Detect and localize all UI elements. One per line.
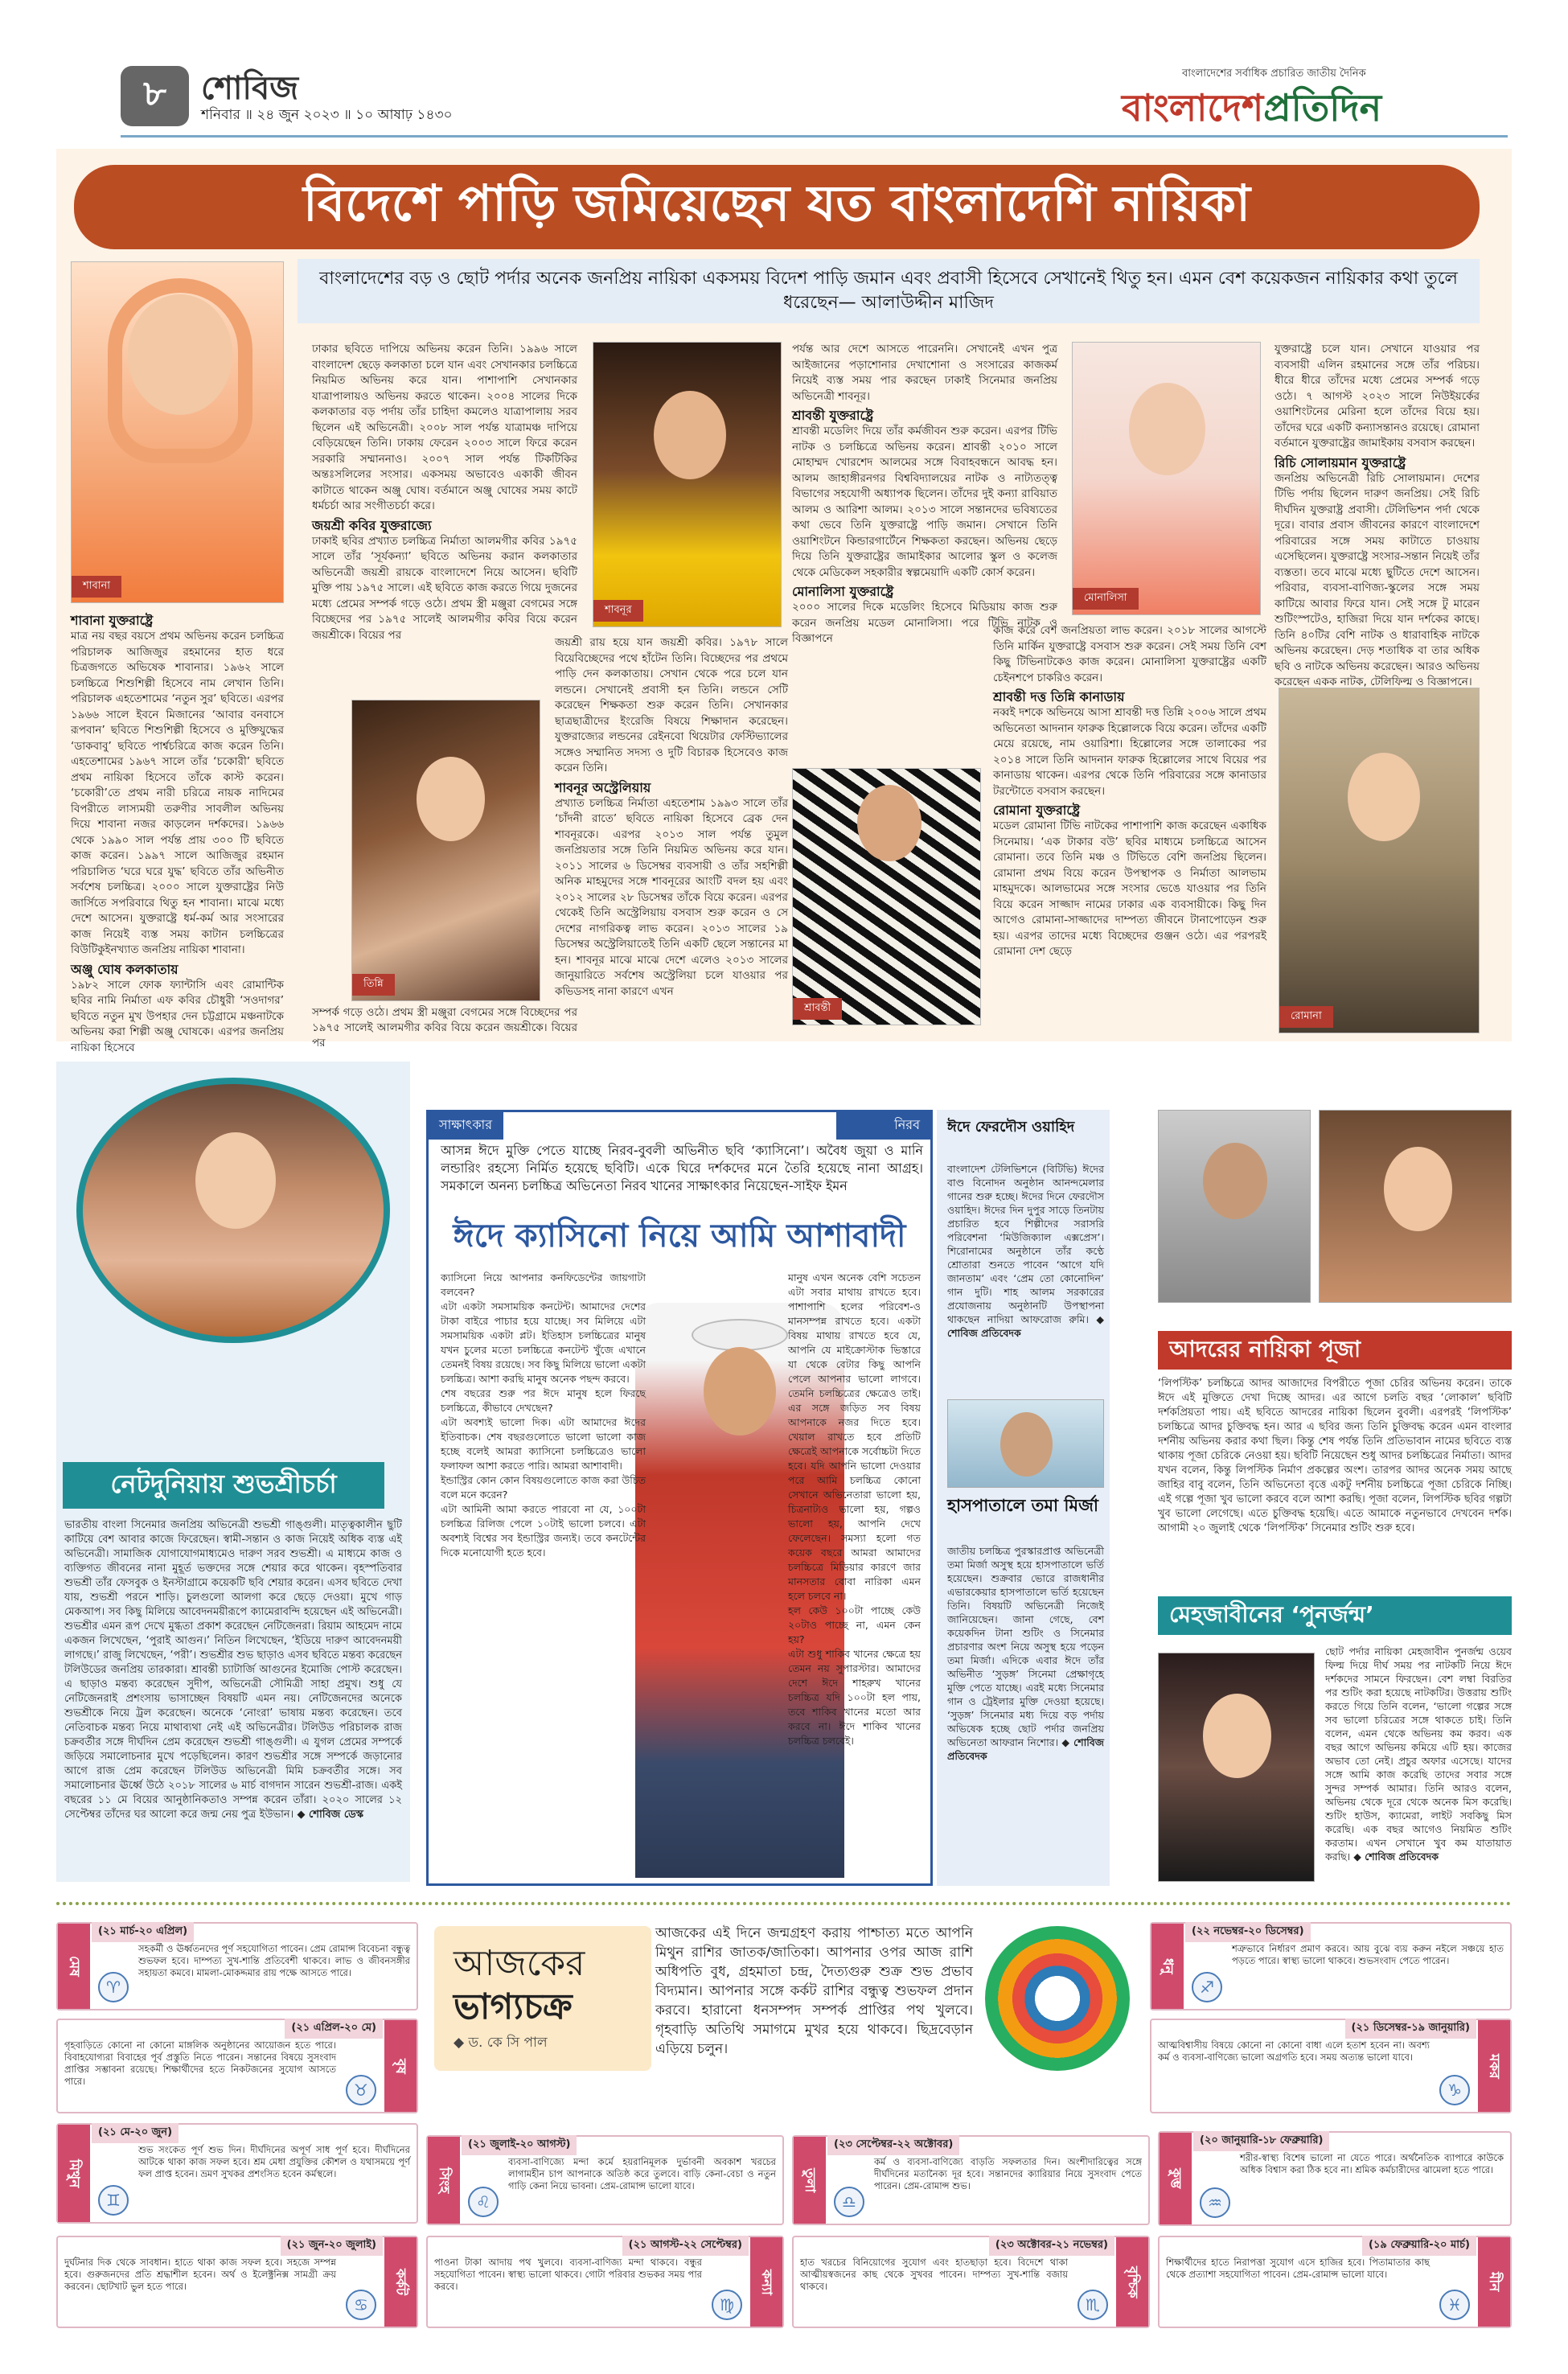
srabonti-face xyxy=(857,785,922,861)
interview-tag-right: নিরব xyxy=(836,1111,931,1140)
ferdous-photo xyxy=(947,1399,1104,1488)
zodiac-symbol-icon: ♊ xyxy=(98,2185,129,2216)
paragraph: ‘লিপস্টিক’ চলচ্চিত্রে আদর আজাদের বিপরীতে পূজা চেরির অভিনয় করেন। তাকে ঈদে এই মুক্তিতে দেখা দিচ্ছে আদর। এর আগে চলতি বছর ‘লোকাল’ ছবিটি দর্শকপ্রিয়তা পায়। এই ছবিতে আদরের নায়িকা ছিলেন বুবলী। এরপরই ‘লিপস্টিক’ চলচ্চিত্রে আদর চুক্তিবদ্ধ হন। আর এ ছবির জন্য তিনি চুক্তিবদ্ধ করেন এমন বাংলার দর্শনীয় অভিনয় করার কথা ছিল। কিন্তু শেষ পর্যন্ত তিনি প্রতিভাবান নামের ছবিতে ব্যস্ত থাকায় পূজা চেরিকে নেওয়া হয়। ছবিটি নিয়েছেন শুধু আদর চলচ্চিত্রের নির্মাতা। আদর যখন বলেন, কিন্তু লিপস্টিক নির্মাণ প্রকল্পের অংশ। তারপর আদর অনেক সময় আছে জাহির বাবু বলেন, তিনি অভিনেতা বৃত্তে একটু দর্শনীয় চলচ্চিত্রে পূজা চেরিকে নিচ্ছি। এই গল্পে পূজা খুব ভালো করবে বলে আশা করছি। পূজা বলেন, লিপস্টিক ছবির গল্পটা খুব ভালো লেগেছে। এতে চুক্তিবদ্ধ হয়েছি। এতে আমাকে নতুনভাবে দেখবেন দর্শক। আগামী ২০ জুলাই থেকে ‘লিপস্টিক’ সিনেমার শুটিং শুরু হবে। xyxy=(1158,1378,1512,1534)
paragraph: পর্যন্ত আর দেশে আসতে পারেননি। সেখানেই এখন পুত্র আইজানের পড়াশোনার দেখাশোনা ও সংসারের কাজকর্ম নিয়েই ব্যস্ত সময় পার করছেন ঢাকাই সিনেমার জনপ্রিয় অভিনেত্রী শাবনূর। xyxy=(792,343,1057,403)
interview-col-1 xyxy=(441,1271,646,1874)
hospital-title: হাসপাতালে তমা মির্জা xyxy=(947,1496,1098,1515)
section-name: শোবিজ xyxy=(201,70,298,107)
subhashree-face xyxy=(195,1132,276,1229)
paragraph: ভারতীয় বাংলা সিনেমার জনপ্রিয় অভিনেত্রী শুভশ্রী গাঙ্গুলী। মাতৃত্বকালীন ছুটি কাটিয়ে বেশ আবার কাজে ফিরেছেন। স্বামী-সন্তান ও কাজ নিয়েই অধিক ব্যস্ত এই অভিনেত্রী। সামাজিক যোগাযোগমাধ্যমেও দারুণ সরব শুভশ্রী। এ মাধ্যমে কাজ ও ব্যক্তিগত জীবনের নানা মুহূর্ত ভক্তদের সঙ্গে শেয়ার করে থাকেন। বৃহস্পতিবার শুভশ্রী তাঁর ফেসবুক ও ইনস্টাগ্রামে কয়েকটি ছবি শেয়ার করেন। এসব ছবিতে দেখা যায়, শুভশ্রী পরনে শাড়ি। চুলগুলো আলগা করে ছেড়ে দেওয়া। মুখে গাড় মেকআপ। সব কিছু মিলিয়ে আবেদনময়ীরূপে ক্যামেরাবন্দি হয়েছেন এই অভিনেত্রী। শুভশ্রীর এমন রূপ দেখে মুগ্ধতা প্রকাশ করেছেন নেটিজেনরা। রিয়াম আহমেদ নামে একজন লিখেছেন, ‘পুরাই আগুন।’ নিতিন লিখেছেন, ‘ইডিয়ে দারুণ আবেদনময়ী লাগছে।’ রাজু লিখেছেন, ‘পরী’। শুভশ্রীর শুভ ছাড়াও এসব ছবিতে মন্তব্য করেছেন টলিউডের জনপ্রিয় তারকারা। শ্রাবন্তী চ্যাটার্জি আগুনের ইমোজি পোস্ট করেছেন। এ ছাড়াও মন্তব্য করেছেন সুদীপ, অভিনেত্রী সৌমিত্রী সাহা প্রমুখ। শুধু যে নেটিজেনরাই প্রশংসায় ভাসাচ্ছেন বিষয়টি এমন নয়। নেটিজেনদের অনেকে শুভশ্রীকে নিয়ে ট্রল করেছেন। অনেকে ‘নোংরা’ ভাষায় মন্তব্য করেছেন। তবে নেতিবাচক মন্তব্য নিয়ে মাথাব্যথা নেই এই অভিনেত্রীর। টলিউড পরিচালক রাজ চক্রবর্তীর সঙ্গে দীর্ঘদিন প্রেম করেছেন শুভশ্রী গাঙ্গুলী। এ যুগল প্রেমের সম্পর্কে জড়িয়ে সমালোচনার মুখে পড়েছিলেন। কারণ শুভশ্রীর সঙ্গে সম্পর্কে জড়ানোর আগে রাজ প্রেম করেছেন টলিউড অভিনেত্রী মিমি চক্রবর্তীর সঙ্গে। সব সমালোচনার ঊর্ধ্বে উঠে ২০১৮ সালের ৬ মার্চ বাগদান সারেন শুভশ্রী-রাজ। একই বছরের ১১ মে বিয়ের আনুষ্ঠানিকতাও সম্পন্ন করেন তাঁরা। ২০২০ সালের ১২ সেপ্টেম্বর তাঁদের ঘর আলো করে জন্ম নেয় পুত্র ইউভান। ◆ শোবিজ ডেস্ক xyxy=(64,1519,402,1821)
paragraph: প্রখ্যাত চলচ্চিত্র নির্মাতা এহতেশাম ১৯৯৩ সালে তাঁর ‘চাঁদনী রাতে’ ছবিতে নায়িকা হিসেবে ব্রেক দেন শাবনূরকে। এরপর ২০১৩ সাল পর্যন্ত তুমুল জনপ্রিয়তার সঙ্গে তিনি নিয়মিত অভিনয় করে যান। ২০১১ সালের ৬ ডিসেম্বর ব্যবসায়ী ও তাঁর সহশিল্পী অনিক মাহমুদের সঙ্গে শাবনূরের আংটি বদল হয় এবং ২০১২ সালের ২৮ ডিসেম্বর তাঁকে বিয়ে করেন। এরপর থেকেই তিনি অস্ট্রেলিয়ায় বসবাস শুরু করেন ও সে দেশের নাগরিকত্ব লাভ করেন। ২০১৩ সালের ১৯ ডিসেম্বর অস্ট্রেলিয়াতেই তিনি একটি ছেলে সন্তানের মা হন। শাবনূর মাঝে মাঝে দেশে এলেও ২০১৩ সালের জানুয়ারিতে সর্বশেষ অস্ট্রেলিয়া চলে যাওয়ার পর কভিডসহ নানা কারণে এখন xyxy=(555,796,788,998)
zodiac-text: পাওনা টাকা আদায় পথ খুলবে। ব্যবসা-বাণিজ্য মন্দা থাকবে। বন্ধুর সহযোগিতা পাবেন। স্বাস্থ্য ভালো থাকবে। গোটা পরিবার শুভকর সময় পার করবে। xyxy=(434,2257,702,2292)
article-column-5 xyxy=(993,623,1266,1033)
credit: ◆ শোবিজ ডেস্ক xyxy=(297,1809,364,1821)
paragraph: জনপ্রিয় অভিনেত্রী রিচি সোলায়মান। দেশের টিভি পর্দায় ছিলেন দারুণ জনপ্রিয়। সেই রিচি দীর্ঘদিন যুক্তরাষ্ট্র প্রবাসী। টেলিভিশন পর্দা থেকে দূরে। বাবার প্রবাস জীবনের কারণে বাংলাদেশে পরিবারের সঙ্গে সময় কাটাতে চাওয়ায় এসেছিলেন। যুক্তরাষ্ট্রে সংসার-সন্তান নিয়েই তাঁর ব্যস্ততা। তবে মাঝে মধ্যে ছুটিতে দেশে আসেন। পরিবার, ব্যবসা-বাণিজ্য-স্কুলের সঙ্গে সময় কাটিয়ে আবার ফিরে যান। সেই সঙ্গে টু মারেন শুটিংস্পটেও, হাজিরা দিয়ে যান দর্শকের কাছে। তিনি ৪০টির বেশি নাটক ও ধারাবাহিক নাটকে অভিনয় করেছেন। দেড় শতাধিক বা তার অধিক ছবি ও নাটকে অভিনয় করেছেন। আরও অভিনয় করেছেন একক নাটক, টেলিফিল্ম ও বিজ্ঞাপনে। xyxy=(1275,471,1480,688)
adar-photo xyxy=(1158,1110,1311,1303)
tinni-face xyxy=(417,757,485,841)
zodiac-box-1 xyxy=(56,2019,418,2113)
zodiac-box-9 xyxy=(1150,2019,1512,2113)
shabana-photo xyxy=(71,261,284,603)
paragraph: জাতীয় চলচ্চিত্র পুরস্কারপ্রাপ্ত অভিনেত্রী তমা মির্জা অসুস্থ হয়ে হাসপাতালে ভর্তি হয়েছেন। শুক্রবার ভোরে রাজধানীর এভারকেয়ার হাসপাতালে ভর্তি হয়েছেন তিনি। বিষয়টি অভিনেত্রী নিজেই জানিয়েছেন। জানা গেছে, বেশ কয়েকদিন টানা শুটিং ও সিনেমার প্রচারণার অংশ নিয়ে অসুস্থ হয়ে পড়েন তমা মির্জা। এদিকে এবার ঈদে তাঁর অভিনীত ‘সুড়ঙ্গ’ সিনেমা প্রেক্ষাগৃহে মুক্তি পেতে যাচ্ছে। এরই মধ্যে সিনেমার গান ও ট্রেইলার মুক্তি দেওয়া হয়েছে। ‘সুড়ঙ্গ’ সিনেমার মধ্য দিয়ে বড় পর্দায় অভিষেক হচ্ছে ছোট পর্দার জনপ্রিয় অভিনেতা আফরান নিশোর। ◆ শোবিজ প্রতিবেদক xyxy=(947,1545,1104,1762)
mehazabien-body xyxy=(1325,1645,1512,1882)
paragraph: নব্বই দশকে অভিনয়ে আসা শ্রাবন্তী দত্ত তিন্নি ২০০৬ সালে প্রথম অভিনেতা আদনান ফারুক হিল্লোলকে বিয়ে করেন। তাঁদের একটি মেয়ে রয়েছে, নাম ওয়ারিশা। হিল্লোলের সঙ্গে তালাকের পর ২০১৪ সালে তিনি আদনান ফারুক হিল্লোলের সাথে বিয়ের পর কানাডায় থাকেন। এরপর থেকে তিনি পরিবারের সঙ্গে কানাডার টরন্টোতে বসবাস করছেন। xyxy=(993,706,1266,798)
horoscope-title-box xyxy=(434,1926,651,2071)
zodiac-dates: (২৩ অক্টোবর-২১ নভেম্বর) xyxy=(989,2236,1114,2256)
zodiac-symbol-icon: ♍ xyxy=(712,2290,742,2320)
subhashree-headline: নেটদুনিয়ায় শুভশ্রীচর্চা xyxy=(110,1468,337,1499)
zodiac-symbol-icon: ♏ xyxy=(1077,2290,1108,2320)
horoscope-author: ◆ ড. কে সি পাল xyxy=(454,2035,548,2051)
paragraph: সম্পর্ক গড়ে ওঠে। প্রথম স্ত্রী মঞ্জুরা বেগমের সঙ্গে বিচ্ছেদের পর ১৯৭৫ সালেই আলমগীর কবির বিয়ে করেন জয়শ্রীকে। বিয়ের পর xyxy=(312,1006,577,1049)
interview-text-2: মানুষ এখন অনেক বেশি সচেতন এটা সবার মাথায় রাখতে হবে। পাশাপাশি হলের পরিবেশ-ও মানসম্পন্ন রাখতে হবে। একটা বিষয় মাথায় রাখতে হবে যে, আপনি যে মাইক্রোস্টাক ভিস্তারে যা থেকে বেটার কিছু আপনি পেলে আপনার ভালো লাগবে। তেমনি চলচ্চিত্রের ক্ষেত্রেও তাই। এর সঙ্গে জড়িত সব বিষয় আপনাকে নজর দিতে হবে। খেয়াল রাখতে হবে প্রতিটি ক্ষেত্রেই আপনাকে সর্বোচ্চটা দিতে হবে। যদি আপনি ভালো দেওয়ার পরে আমি চলচ্চিত্র কোনো সেখানে অভিনেতারা ভালো হয়, চিত্রনাট্যও ভালো হয়, গল্পও ভালো হয়, আপনি দেখে ফেলেছেন। সমস্যা হলো গত কয়েক বছরে আমরা আমাদের চলচ্চিত্রে মিডিয়ার কারণে জার মানসতার বোবা নারিকা এমন হলে চলবে না। হল কেউ ১০০টা পাচ্ছে কেউ ২০টাও পাচ্ছে না, এমন কেন হয়? এটা শুধু শাকিব খানের ক্ষেত্রে হয় তেমন নয় সুপারস্টার। আমাদের দেশে ঈদে শাহরুখ খানের চলচ্চিত্র যদি ১০০টা হল পায়, তবে শাকিব খানের মতো আর করবে না। ঈদে শাকিব খানের চলচ্চিত্র চলবেই। xyxy=(788,1271,921,1747)
zodiac-dates: (২১ জুন-২০ জুলাই) xyxy=(281,2236,383,2256)
zodiac-symbol-icon: ♎ xyxy=(834,2187,864,2217)
paragraph: ২০০০ সালের দিকে মডেলিং হিসেবে মিডিয়ায় কাজ শুরু করেন জনপ্রিয় মডেল মোনালিসা। পরে টিভি নাটক ও বিজ্ঞাপনে xyxy=(792,601,1057,645)
zodiac-symbol-icon: ♌ xyxy=(468,2187,499,2217)
paragraph: মডেল রোমানা টিভি নাটকের পাশাপাশি কাজ করেছেন একাধিক সিনেমায়। ‘এক টাকার বউ’ ছবির মাধ্যমে চলচ্চিত্রে আসেন রোমানা। তবে তিনি মঞ্চ ও টিভিতে বেশি জনপ্রিয় ছিলেন। রোমানা প্রথম বিয়ে করেন উপস্থাপক ও নির্মাতা আলভাম মাহমুদকে। আলভামের সঙ্গে সংসার ভেঙে যাওয়ার পর তিনি বিয়ে করেন সাজ্জাদ নামের ঢাকার এক ব্যবসায়ীকে। কিছু দিন আগেও রোমানা-সাজ্জাদের দাম্পত্য জীবনে টানাপোড়েন শুরু হয়। এরপর তাদের মধ্যে বিচ্ছেদের গুঞ্জন ওঠে। এর পরপরই রোমানা দেশ ছেড়ে xyxy=(993,819,1266,958)
zodiac-symbol-icon: ♓ xyxy=(1439,2290,1470,2320)
page-number: ৮ xyxy=(143,73,166,114)
subhead-richi: রিচি সোলায়মান যুক্তরাষ্ট্রে xyxy=(1275,454,1406,470)
zodiac-dates: (২২ নভেম্বর-২০ ডিসেম্বর) xyxy=(1185,1922,1311,1942)
subhead-shabana: শাবানা যুক্তরাষ্ট্রে xyxy=(71,613,154,628)
zodiac-box-11 xyxy=(1158,2236,1512,2328)
monalisa-caption: মোনালিসা xyxy=(1073,588,1139,610)
mehazabien-face xyxy=(1203,1694,1271,1778)
zodiac-sign-name: মিথুন xyxy=(58,2125,90,2222)
zodiac-dates: (২৩ সেপ্টেম্বর-২২ অক্টোবর) xyxy=(827,2135,959,2155)
logo-accent: প্রতিদিন xyxy=(1263,86,1382,129)
zodiac-symbol-icon: ♈ xyxy=(98,1972,129,2002)
interview-text-1: ক্যাসিনো নিয়ে আপনার কনফিডেন্টের জায়গাটা বলবেন? এটা একটা সমসাময়িক কনটেন্ট। আমাদের দেশের টাকা বাইরে পাচার হয়ে যাচ্ছে। সব মিলিয়ে এটা সমসাময়িক একটা প্লট। ইতিহাস চলচ্চিত্রের মানুষ যখন চুলের মতো চলচ্চিত্রে কনটেন্ট খুঁজে এখানে তেমনই বিষয় রয়েছে। সব কিছু মিলিয়ে ভালো একটা চলচ্চিত্র। আশা করছি মানুষ অনেক পছন্দ করবে। শেষ বছরের শুরু পর ঈদে মানুষ হলে ফিরছে চলচ্চিত্রে, কীভাবে দেখছেন? এটা অবশ্যই ভালো দিক। এটা আমাদের ঈদের ইতিবাচক। শেষ বছরগুলোতে ভালো ভালো কাজ হচ্ছে বলেই আমরা ক্যাসিনো চলচ্চিত্রেও ভালো ফলাফল আশা করতে পারি। আমরা আশাবাদী। ইন্ডাস্ট্রির কোন কোন বিষয়গুলোতে কাজ করা উচিত বলে মনে করেন? এটা আমিনী আমা করতে পারবো না যে, ১০০টা চলচ্চিত্র রিলিজ পেলে ১০টাই ভালো চলবে। এটা অবশ্যই বিশ্বের সব ইন্ডাস্ট্রির জন্যই। তবে কনটেন্টের দিকে মনোযোগী হতে হবে। xyxy=(441,1271,646,1559)
interview-lead: আসন্ন ঈদে মুক্তি পেতে যাচ্ছে নিরব-বুবলী অভিনীত ছবি ‘ক্যাসিনো’। অবৈধ জুয়া ও মানি লন্ডারিং রহস্যে নির্মিত হয়েছে ছবিটি। একে ঘিরে দর্শকদের মনে তৈরি হয়েছে নানা আগ্রহ। সমকালে অনন্য চলচ্চিত্র অভিনেতা নিরব খানের সাক্ষাৎকার নিয়েছেন-সাইফ ইমন xyxy=(441,1143,923,1193)
puja-face xyxy=(1384,1147,1452,1231)
newspaper-tagline: বাংলাদেশের সর্বাধিক প্রচারিত জাতীয় দৈনিক xyxy=(1182,68,1366,80)
shabnur-photo xyxy=(593,342,782,627)
eid-title: ঈদে ফেরদৌস ওয়াহিদ xyxy=(947,1119,1075,1136)
zodiac-sign-name: মেষ xyxy=(58,1924,90,2009)
article-column-2b xyxy=(312,1005,577,1049)
tinni-photo xyxy=(351,700,540,1001)
feature-headline: বিদেশে পাড়ি জমিয়েছেন যত বাংলাদেশি নায়িকা xyxy=(303,174,1250,232)
zodiac-sign-name: মীন xyxy=(1478,2237,1510,2327)
zodiac-dates: (২১ মে-২০ জুন) xyxy=(92,2123,179,2143)
zodiac-symbol-icon: ♒ xyxy=(1200,2187,1230,2218)
puja-headline: আদরের নায়িকা পূজা xyxy=(1169,1335,1361,1362)
zodiac-text: কর্ম ও ব্যবসা-বাণিজ্যে বাড়তি সফলতার দিন। অংশীদারিত্বের সঙ্গে দীর্ঘদিনের মতানৈক্য দূর হবে। সন্তানদের ক্যারিয়ার নিয়ে সুসংবাদ পেতে পারেন। প্রেম-রোমান্স শুভ। xyxy=(874,2156,1142,2191)
feature-intro: বাংলাদেশের বড় ও ছোট পর্দার অনেক জনপ্রিয় নায়িকা একসময় বিদেশ পাড়ি জমান এবং প্রবাসী হিসেবে সেখানেই থিতু হন। এমন বেশ কয়েকজন নায়িকার কথা তুলে ধরেছেন— আলাউদ্দীন মাজিদ xyxy=(319,269,1458,313)
zodiac-dates: (১৯ ফেব্রুয়ারি-২০ মার্চ) xyxy=(1362,2236,1476,2256)
subhashree-body xyxy=(64,1518,402,1876)
paragraph: শ্রাবন্তী মডেলিং দিয়ে তাঁর কর্মজীবন শুরু করেন। এরপর টিভি নাটক ও চলচ্চিত্রে অভিনয় করেন। শ্রাবন্তী ২০১০ সালে মোহাম্মদ খোরশেদ আলমের সঙ্গে বিবাহবন্ধনে আবদ্ধ হন। আলম জাহাঙ্গীরনগর বিশ্ববিদ্যালয়ের নাটক ও নাট্যতত্ত্ব বিভাগের সহযোগী অধ্যাপক ছিলেন। তাঁদের দুই কন্যা রাবিয়াত আলম ও আরিশা আলম। ২০১৩ সালে সন্তানদের ভবিষ্যতের কথা ভেবে তিনি যুক্তরাষ্ট্রে পাড়ি জমান। সেখানে তিনি ওয়াশিংটনে কিন্ডারগার্টেনে শিক্ষকতা করছেন। অভিনয় ছেড়ে দিয়ে তিনি যুক্তরাষ্ট্রের জামাইকার আলোর স্কুল ও কলেজ থেকে মেডিকেল সহকারীর স্বল্পমেয়াদি একটি কোর্স করেন। xyxy=(792,425,1057,579)
subhashree-photo xyxy=(76,1078,390,1343)
subhead-srabonti: শ্রাবন্তী যুক্তরাষ্ট্রে xyxy=(792,408,874,423)
interview-col-2 xyxy=(692,1271,921,1874)
masthead xyxy=(0,0,1568,141)
zodiac-sign-name: তুলা xyxy=(794,2137,826,2224)
zodiac-dates: (২১ এপ্রিল-২০ মে) xyxy=(285,2019,383,2039)
zodiac-sign-name: মকর xyxy=(1478,2020,1510,2112)
adar-face xyxy=(1203,1143,1267,1219)
article-column-3 xyxy=(555,635,788,1037)
paragraph: ছোট পর্দার নায়িকা মেহজাবীন পুনর্জন্ম ওয়েব ফিল্ম দিয়ে দীর্ঘ সময় পর নাটকটি নিয়ে ঈদে দর্শকদের সামনে ফিরছেন। বেশ লম্বা বিরতির পর শুটিং করা হয়েছে নাটকটির। উত্তরায় শুটিং করতে গিয়ে তিনি বলেন, ‘ভালো গল্পের সঙ্গে সব ভালো চরিত্রের সঙ্গে থাকতে চাই। তিনি বলেন, এমন থেকে অভিনয় কম করব। এক বছর আগে অভিনয় কমিয়ে এটি হয়। কাজের অভাব তো নেই। প্রচুর অফার এসেছে। যাদের সঙ্গে আমি কাজ করেছি তাদের সবার সঙ্গে সুন্দর সম্পর্ক আমার। তিনি আরও বলেন, অভিনয় থেকে দূরে থেকে অনেক মিস করেছি। শুটিং হাউস, ক্যামেরা, লাইট সবকিছু মিস করেছি। এক বছর আগেও নিয়মিত শুটিং করতাম। এখন সেখানে খুব কম যাতায়াত করছি। ◆ শোবিজ প্রতিবেদক xyxy=(1325,1645,1512,1863)
mehazabien-headline-bar xyxy=(1158,1596,1512,1635)
paragraph: যুক্তরাষ্ট্রে চলে যান। সেখানে যাওয়ার পর ব্যবসায়ী এলিন রহমানের সঙ্গে তাঁর পরিচয়। ধীরে ধীরে তাঁদের মধ্যে প্রেমের সম্পর্ক গড়ে ওঠে। ৭ আগস্ট ২০২৩ সালে নিউইয়র্কের ওয়াশিংটনের মেরিনা হলে তাঁদের বিয়ে হয়। তাঁদের ঘরে একটি কন্যাসন্তানও রয়েছে। রোমানা বর্তমানে যুক্তরাষ্ট্রের জামাইকায় বসবাস করছেন। xyxy=(1275,343,1480,450)
subhead-monalisa: মোনালিসা যুক্তরাষ্ট্রে xyxy=(792,584,894,599)
header-rule xyxy=(121,135,1508,138)
zodiac-wheel-icon xyxy=(985,1926,1130,2071)
credit: ◆ শোবিজ প্রতিবেদক xyxy=(947,1313,1104,1339)
zodiac-dates: (২০ জানুয়ারি-১৮ ফেব্রুয়ারি) xyxy=(1193,2131,1329,2151)
horoscope-divider xyxy=(56,1902,1512,1905)
subhashree-headline-bar xyxy=(63,1462,384,1509)
ferdous-face xyxy=(1000,1412,1053,1477)
shabnur-face xyxy=(654,391,726,479)
zodiac-text: দুর্ঘটনার দিক থেকে সাবধান। হাতে থাকা কাজ সফল হবে। সহজে সম্পন্ন হবে। গুরুজনদের প্রতি শ্রদ্ধাশীল হবেন। অর্থ ও ইলেক্ট্রনিক্স সামগ্রী ক্রয় করবেন। ছোটখাট ভুল হতে পারে। xyxy=(64,2257,336,2292)
zodiac-box-0 xyxy=(56,1922,418,2011)
zodiac-sign-name: সিংহ xyxy=(428,2137,460,2224)
zodiac-dates: (২১ জুলাই-২০ আগস্ট) xyxy=(462,2135,577,2155)
page-number-badge xyxy=(121,66,189,126)
zodiac-text: হাত খরচের বিনিয়োগের সুযোগ এবং হাতছাড়া হবে। বিদেশে থাকা আত্মীয়স্বজনের কাছ থেকে সুখবর পাবেন। দাম্পত্য সুখ-শান্তি বজায় থাকবে। xyxy=(800,2257,1068,2292)
paragraph: কাজ করে বেশ জনপ্রিয়তা লাভ করেন। ২০১৮ সালের আগস্টে তিনি মার্কিন যুক্তরাষ্ট্রে বসবাস শুরু করেন। সেই সময় তিনি বেশ কিছু টিভিনাটকেও কাজ করেন। মোনালিসা যুক্তরাষ্ট্রের একটি চেইনশপে চাকরিও করেন। xyxy=(993,624,1266,684)
zodiac-box-5 xyxy=(426,2236,784,2328)
paragraph: বাংলাদেশ টেলিভিশনে (বিটিভি) ঈদের বাণ্ড বিনোদন অনুষ্ঠান আনন্দমেলার গানের শুরু হচ্ছে। ঈদের দিনে ফেরদৌস ওয়াহিদ। ঈদের দিন দুপুর সাড়ে তিনটায় প্রচারিত হবে শিল্পীদের সরাসরি পরিবেশনা ‘মিউজিক্যাল এক্সপ্রেস’। শিরোনামের অনুষ্ঠানে তাঁর কণ্ঠে শ্রোতারা শুনতে পাবেন ‘আগে যদি জানতাম’ এবং ‘প্রেম তো কোনোদিন’ গান দুটি। শাহ আলম সরকারের প্রযোজনায় অনুষ্ঠানটি উপস্থাপনা থাকছেন নাদিয়া আফরোজ রুমি। ◆ শোবিজ প্রতিবেদক xyxy=(947,1163,1104,1339)
horoscope-intro: আজকের এই দিনে জন্মগ্রহণ করায় পাশ্চাত্য মতে আপনি মিথুন রাশির জাতক/জাতিকা। আপনার ওপর আজ রাশি অধিপতি বুধ, গ্রহমাতা চন্দ্র, দৈত্যগুরু শুক্র শুভ প্রভাব বিদ্যমান। আপনার সঙ্গে কর্কট রাশির বন্ধুত্ব শুভফল প্রদান করবে। হারানো ধনসম্পদ সম্পর্ক প্রাপ্তির পথ খুলবে। গৃহবাড়ি অতিথি সমাগমে মুখর হয়ে থাকবে। ছিদ্রবেড়ান এড়িয়ে চলুন। xyxy=(655,1925,973,2057)
zodiac-box-10 xyxy=(1158,2131,1512,2226)
srabonti-caption: শ্রাবন্তী xyxy=(793,998,842,1020)
zodiac-box-7 xyxy=(792,2236,1150,2328)
paragraph: ১৯৮২ সালে ফোক ফ্যান্টাসি এবং রোমান্টিক ছবির নামি নির্মাতা এফ কবির চৌধুরী ‘সওদাগর’ ছবিতে নতুন মুখ উপহার দেন চট্টগ্রামে মঞ্চনাটকে অভিনয় করা শিল্পী অঞ্জু ঘোষকে। এরপর জনপ্রিয় নায়িকা হিসেবে xyxy=(71,978,284,1054)
zodiac-text: শরীর-স্বাস্থ্য বিশেষ ভালো না যেতে পারে। অর্থনৈতিক ব্যাপারে কাউকে অধিক বিশ্বাস করা ঠিক হবে না। শ্রমিক কর্মচারীদের ঝামেলা হতে পারে। xyxy=(1240,2152,1504,2175)
subhead-tinni: শ্রাবন্তী দত্ত তিন্নি কানাডায় xyxy=(993,689,1125,704)
zodiac-sign-name: বৃষ xyxy=(384,2020,417,2112)
zodiac-symbol-icon: ♉ xyxy=(346,2075,376,2105)
romana-photo xyxy=(1279,688,1480,1033)
zodiac-box-6 xyxy=(792,2135,1150,2225)
subhead-shabnur: শাবনূর অস্ট্রেলিয়ায় xyxy=(555,779,651,795)
monalisa-photo xyxy=(1072,342,1261,615)
zodiac-dates: (২১ মার্চ-২০ এপ্রিল) xyxy=(92,1922,194,1942)
mehazabien-headline: মেহজাবীনের ‘পুনর্জন্ম’ xyxy=(1169,1600,1374,1628)
zodiac-sign-name: ধনু xyxy=(1151,1924,1184,2009)
shabana-scarf xyxy=(108,278,252,463)
hospital-body xyxy=(947,1544,1104,1882)
paragraph: মাত্র নয় বছর বয়সে প্রথম অভিনয় করেন চলচ্চিত্র পরিচালক আজিজুর রহমানের হাত ধরে চিত্রজগতে অভিষেক শাবানার। ১৯৬২ সালে চলচ্চিত্রে শিশুশিল্পী হিসেবে নাম লেখান তিনি। পরিচালক এহতেশামের ‘নতুন সুর’ ছবিতে। এরপর ১৯৬৬ সালে ইবনে মিজানের ‘আবার বনবাসে রূপবান’ ছবিতে শিশুশিল্পী হিসেবে ও মুক্তিযুদ্ধের ‘ডাকবাবু’ ছবিতে পার্শ্বচরিত্রে কাজ করেন তিনি। এহতেশামের ১৯৬৭ সালে তাঁর ‘চকোরী’ ছবিতে প্রথম নায়িকা হিসেবে তাঁকে কাস্ট করেন। ‘চকোরী’তে প্রথম নারী চরিত্রে নায়ক নাদিমের বিপরীতে লাস্যময়ী তরুণীর সাবলীল অভিনয় দিয়ে শাবানা নজর কাড়লেন দর্শকদের। ১৯৬৬ থেকে ১৯৯০ সাল পর্যন্ত প্রায় ৩০০ টি ছবিতে কাজ করেন। ১৯৯৭ সালে আজিজুর রহমান পরিচালিত ‘ঘরে ঘরে যুদ্ধ’ ছবিতে তাঁর অভিনীত সর্বশেষ চলচ্চিত্র। ২০০০ সালে যুক্তরাষ্ট্রের নিউ জার্সিতে সপরিবারে থিতু হন শাবানা। মাঝে মধ্যে দেশে আসেন। যুক্তরাষ্ট্রে ধর্ম-কর্ম আর সংসারের কাজ নিয়েই ব্যস্ত সময় কাটান চলচ্চিত্রের বিউটিকুইনখ্যাত জনপ্রিয় নায়িকা শাবানা। xyxy=(71,630,284,956)
zodiac-box-2 xyxy=(56,2123,418,2224)
subhead-romana: রোমানা যুক্তরাষ্ট্রে xyxy=(993,803,1081,818)
feature-headline-bar xyxy=(74,165,1480,249)
romana-face xyxy=(1348,753,1420,841)
mehazabien-photo xyxy=(1158,1653,1315,1882)
article-column-1 xyxy=(71,610,284,1054)
zodiac-sign-name: কর্কট xyxy=(384,2237,417,2327)
credit: ◆ শোবিজ প্রতিবেদক xyxy=(1353,1850,1439,1863)
horoscope-title-2: ভাগ্যচক্র xyxy=(454,1986,573,2027)
shabnur-caption: শাবনূর xyxy=(593,600,643,622)
zodiac-symbol-icon: ♑ xyxy=(1439,2075,1470,2105)
interview-tag: সাক্ষাৎকার xyxy=(428,1111,503,1140)
paragraph: জয়শ্রী রায় হয়ে যান জয়শ্রী কবির। ১৯৭৮ সালে বিয়েবিচ্ছেদের পথে হাঁটেন তিনি। বিচ্ছেদের পর প্রথমে পাড়ি দেন কলকাতায়। সেখান থেকে পরে চলে যান লন্ডনে। সেখানেই প্রবাসী হন তিনি। লন্ডনে সেটি করেছেন শিক্ষকতা শুরু করেন তিনি। সেখানকার ছাত্রছাত্রীদের ইংরেজি বিষয়ে শিক্ষাদান করেছেন। যুক্তরাজ্যের লন্ডনের রেইনবো থিয়েটার ফেস্টিভ্যালের সঙ্গেও সম্মানিত সদস্য ও দুটি বিচারক হিসেবেও কাজ করেন তিনি। xyxy=(555,636,788,774)
newspaper-logo[interactable] xyxy=(1122,80,1381,142)
romana-caption: রোমানা xyxy=(1279,1006,1333,1028)
puja-photo xyxy=(1319,1110,1512,1303)
subhead-joyshree: জয়শ্রী কবির যুক্তরাজ্যে xyxy=(312,517,432,533)
zodiac-dates: (২১ আগস্ট-২২ সেপ্টেম্বর) xyxy=(622,2236,749,2256)
zodiac-sign-name: বৃশ্চিক xyxy=(1116,2237,1148,2327)
tinni-caption: তিন্নি xyxy=(352,974,395,996)
article-column-6 xyxy=(1275,342,1480,688)
logo-main: বাংলাদেশ xyxy=(1122,86,1264,129)
zodiac-box-8 xyxy=(1150,1922,1512,2011)
zodiac-box-3 xyxy=(56,2236,418,2328)
zodiac-text: শুভ সংকেত পূর্ণ শুভ দিন। দীর্ঘদিনের অপূর্ণ সাধ পূর্ণ হবে। দীর্ঘদিনের আটকে থাকা কাজ সফল হবে। শ্রম মেধা প্রযুক্তির কৌশল ও যথাসময়ে পূর্ণ ফল প্রাপ্ত হবেন। ভ্রমণ সুখকর প্রশংসিত হবেন কর্মস্থলে। xyxy=(138,2144,410,2179)
zodiac-sign-name: কন্যা xyxy=(750,2237,782,2327)
zodiac-text: শিক্ষার্থীদের হাতে নিরাপত্তা সুযোগ এসে হাজির হবে। পিতামাতার কাছ থেকে প্রত্যাশা সহযোগিতা পাবেন। প্রেম-রোমান্স ভালো যাবে। xyxy=(1166,2257,1430,2280)
zodiac-text: ব্যবসা-বাণিজ্যে মন্দা কর্মে হয়রানিমূলক দুর্ভাবনী অবকাশ খরচের লাগামহীন চাপ আপনাকে অতিষ্ঠ করে তুলবে। বাড়ি কেনা-বেচা ও নতুন গাড়ি কেনা নিয়ে ভাবনা। প্রেম-রোমান্স ভালো যাবে। xyxy=(508,2156,776,2191)
date-line: শনিবার ॥ ২৪ জুন ২০২৩ ॥ ১০ আষাঢ় ১৪৩০ xyxy=(201,107,453,123)
horoscope-title-1: আজকের xyxy=(454,1943,585,1984)
zodiac-symbol-icon: ♋ xyxy=(346,2290,376,2320)
eid-body xyxy=(947,1162,1104,1395)
paragraph: ঢাকাই ছবির প্রখ্যাত চলচ্চিত্র নির্মাতা আলমগীর কবির ১৯৭৫ সালে তাঁর ‘সূর্যকন্যা’ ছবিতে অভিনয় করান কলকাতার অভিনেত্রী জয়শ্রী রায়কে বাংলাদেশে নিয়ে আসেন। ছবিটি মুক্তি পায় ১৯৭৫ সালে। এই ছবিতে কাজ করতে গিয়ে দুজনের মধ্যে প্রেমের সম্পর্ক গড়ে ওঠে। প্রথম স্ত্রী মঞ্জুরা বেগমের সঙ্গে বিচ্ছেদের পর ১৯৭৫ সালেই আলমগীর কবির বিয়ে করেন জয়শ্রীকে। বিয়ের পর xyxy=(312,534,577,642)
credit: ◆ শোবিজ প্রতিবেদক xyxy=(947,1736,1104,1762)
article-column-2 xyxy=(312,342,577,696)
zodiac-text: সহকর্মী ও ঊর্ধ্বতনদের পূর্ণ সহযোগিতা পাবেন। প্রেম রোমান্স বিবেচনা বন্ধুত্ব শুভফল হবে। দাম্পত্য সুখ-শান্তি প্রতিবেশী থাকবে। লাভ ও জীবনসঙ্গীর সহায়তা কমবে। মামলা-মোকদ্দমার রায় পক্ষে আসতে পারে। xyxy=(138,1943,411,1978)
feature-intro-box xyxy=(298,259,1480,323)
monalisa-face xyxy=(1129,383,1205,475)
zodiac-dates: (২১ ডিসেম্বর-১৯ জানুয়ারি) xyxy=(1345,2019,1476,2039)
paragraph: ঢাকার ছবিতে দাপিয়ে অভিনয় করেন তিনি। ১৯৯৬ সালে বাংলাদেশ ছেড়ে কলকাতা চলে যান এবং সেখানকার চলচ্চিত্রে নিয়মিত অভিনয় করে যান। পাশাপাশি সেখানকার যাত্রাপালায়ও অভিনয় করতে থাকেন। ২০০৪ সালের দিকে কলকাতার বড় পর্দায় তাঁর চাহিদা কমলেও যাত্রাপালায় সরব ছিলেন এই অভিনেত্রী। ২০০৮ সাল পর্যন্ত যাত্রামঞ্চ দাপিয়ে বেড়িয়েছেন তিনি। ঢাকায় ফেরেন ২০০৩ সালে ফিরে করেন সরকারি সম্মাননাও। ২০০৭ সাল পর্যন্ত টিকটিকির অন্তঃসলিলের সংসার। একসময় অভাবেও একাকী জীবন কাটাতে থাকেন অঞ্জু ঘোষ। বর্তমানে অঞ্জু ঘোষের সময় কাটে ধর্মচর্চা আর সংগীতচর্চা করে। xyxy=(312,343,577,512)
zodiac-text: গৃহবাড়িতে কোনো না কোনো মাঙ্গলিক অনুষ্ঠানের আয়োজন হতে পারে। বিবাহযোগ্যরা বিবাহের পূর্ব প্রস্তুতি নিতে পারেন। সন্তানের বিষয়ে সুসংবাদ প্রাপ্তির সম্ভাবনা রয়েছে। শিক্ষার্থীদের হতে নিকটজনের সুযোগ আসতে পারে। xyxy=(64,2039,336,2087)
zodiac-symbol-icon: ♐ xyxy=(1192,1972,1222,2002)
srabonti-photo xyxy=(792,768,981,1025)
zodiac-sign-name: কুম্ভ xyxy=(1160,2133,1192,2224)
zodiac-text: আত্মবিশ্বাসীয় বিষয়ে কোনো না কোনো বাধা এলে হতাশ হবেন না। অবশ্য কর্ম ও ব্যবসা-বাণিজ্যে ভালো অগ্রগতি হবে। সময় অত্যন্ত ভালো যাবে। xyxy=(1158,2039,1430,2063)
puja-body xyxy=(1158,1377,1512,1592)
interview-headline: ঈদে ক্যাসিনো নিয়ে আমি আশাবাদী xyxy=(453,1218,906,1255)
subhead-anju: অঞ্জু ঘোষ কলকাতায় xyxy=(71,961,179,977)
zodiac-box-4 xyxy=(426,2135,784,2225)
shabana-caption: শাবানা xyxy=(72,576,121,598)
puja-headline-bar xyxy=(1158,1331,1512,1370)
zodiac-text: শত্রুভাবে নির্ধারণ প্রমাণ করবে। আয় বুঝে ব্যয় করুন নইলে সঞ্চয়ে হাত পড়তে পারে। স্বাস্থ্য ভালো থাকবে। শুভসংবাদ পেতে পারেন। xyxy=(1232,1943,1504,1966)
